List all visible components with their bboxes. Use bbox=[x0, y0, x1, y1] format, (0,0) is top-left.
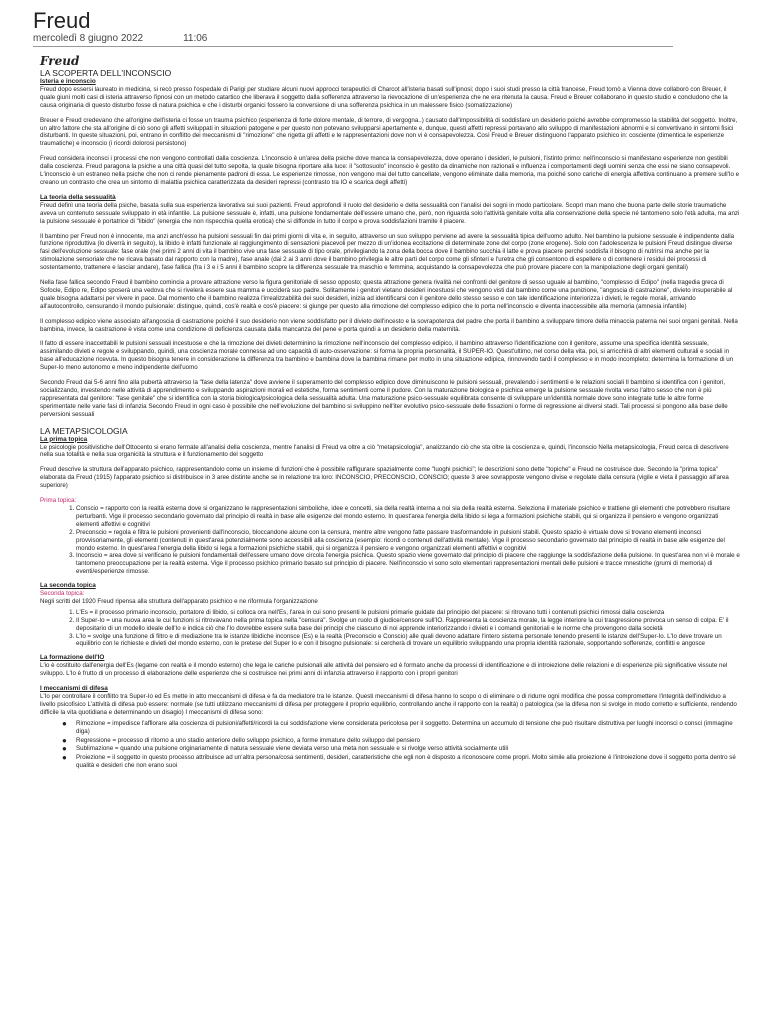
list-item: 1. L'Es = il processo primario inconscio, portatore di libido, si colloca ora nell'Es, l'area in cui sono presenti le pulsioni primarie guidate dal principio del piacere: si ritrovano tutti i contenuti psichici rimossi dalla coscienza bbox=[76, 609, 740, 617]
subsection-meccanismi-difesa: I meccanismi di difesa bbox=[40, 685, 108, 693]
list-item bbox=[62, 737, 740, 745]
paragraph-8: Il fatto di essere inaccettabili le pulsioni sessuali incestuose e che la rimozione dei divieti determinino la rimozione nell'inconscio del complesso edipico, il bambino attraverso l'identificazione con il genitore, assume una specifica identità sessuale, assimilando divieti e regole e sviluppando, quindi, una coscienza morale connessa ad uno capacità di auto-osservazione: si forma la propria personalità, il SUPER-IO. Quest'ultimo, nel corso della vita, poi, si arricchirà di altri elementi culturali e sociali in base all'educazione ricevuta. In questo bisogna tenere in considerazione la differenza tra bambino e bambina dove la bambina rimane per molto in una situazione edipica, rinnovendo tardi il complesso e in modo incompleto: determina la formazione di un Super-Io meno autonomo e meno indipendente dell'uomo bbox=[40, 340, 734, 372]
paragraph-1: Freud dopo essersi laureato in medicina, si recò presso l'ospedale di Parigi per studiare alcuni nuovi approcci terapeutici di Charcot all'isteria basati sull'ipnosi; dopo i suoi studi presso la città francese, Freud tornò a Vienna dove collaborò con Breuer, il quale giunì molti casi di isteria attraverso l'ipnosi con un metodo catartico che liberava il soggetto dalla sofferenza attraverso la rievocazione di un'esperienza che ne era ritenuta la causa. Freud e Breuer collaborano in questo studio e concludono che la causa originaria di questo disturbo fosse di natura psichica e che i disturbi organici fossero la conversione di una sofferenza psichica in un malessere fisico (somatizzazione) bbox=[40, 85, 728, 109]
subsection-isteria: Isteria e inconscio bbox=[40, 78, 96, 85]
list-item-text: Proiezione = il soggetto in questo processo attribuisce ad un'altra persona/cosa sentimenti, desideri, caratteristiche che egli non è disposto a riconoscere come propri. Molto simile alla proiezione è l'introiezione dove il soggetto porta dentro sé qualità e desideri che non erano suoi bbox=[76, 754, 736, 770]
label-seconda-topica: Seconda topica: bbox=[40, 590, 85, 598]
paragraph-13: L'io è costituito dall'energia dell'Es (legame con realtà e il mondo esterno) che lega le cariche pulsionali alle attività del pensiero ed è formato anche da processi di identificazione e di introiezione delle relazioni e di esperienze più significative vissute nel sviluppo. L'Io è frutto di un processo di elaborazione delle esperienze che si costruisce nei primi anni di infanzia attraverso il rapporto con i propri genitori bbox=[40, 662, 728, 678]
paragraph-11: Freud descrive la struttura dell'apparato psichico, rappresentandolo come un insieme di funzioni che è possibile raffigurare spazialmente come "luoghi psichici"; le descrizioni sono dette "topiche" e Freud ne costruisce due. Secondo la "prima topica" elaborata da Freud (1915) l'apparato psichico si distribuisce in 3 aree distinte anche se in relazione tra loro: INCONSCIO, PRECONSCIO, CONSCIO; queste 3 aree sovrapposte vengono divise e regolate dalla censura (vigile e vieta il passaggio all'area superiore) bbox=[40, 466, 729, 490]
title-divider bbox=[33, 46, 673, 47]
bullet-icon: ● bbox=[62, 735, 67, 745]
list-item: 1. Conscio = rapporto con la realtà esterna dove si organizzano le rappresentazioni simboliche, idee e concetti, sia della realtà interna a noi sia della realtà esterna. Seleziona il materiale psichico e trattiene gli elementi che potrebbero risultare perturbanti. Vige il processo secondario governato dal principio di realtà in base alle esigenze del mondo esterno. In quest'area l'energia della libido si lega a formazioni psichiche stabili, qui si organizza il pensiero e vengono organizzati elementi affettivi e cognitivi bbox=[76, 505, 740, 529]
paragraph-3: Freud considera inconsci i processi che non vengono controllati dalla coscienza. L'inconscio è un'area della psiche dove manca la consapevolezza, dove operano i desideri, le pulsioni, l'istinto primo: nell'inconscio si manifestano esperienze non gestibili dalla coscienza. Freud paragona la psiche a una città quasi del tutto sepolta, la quale bisogna riportare alla luce: il "sottosuolo" inconscio è gestito da dinamiche non razionali e influenza i comportamenti degli uomini senza che essi ne siano consapevoli. L'inconscio è un estraneo nella psiche che non ci rende pienamente padroni di essa. Le esperienze rimosse, non vengono mai del tutto cancellate, vengono eliminate dalla memoria, ma poiché sono cariche di energia affettiva continuano a premere sull'Io e creano un contrasto che crea un sintomo di malattia psichica caratterizzata da desideri repressi (contrasto tra IO e scarica degli affetti) bbox=[40, 155, 740, 186]
paragraph-7: Il complesso edipico viene associato all'angoscia di castrazione poiché il suo desiderio non viene soddisfatto per il divieto dell'incesto e la sovrapotenza del padre che porta il bambino a sviluppare timore della minaccia paterna nei suoi organi genitali. Nella bambina, invece, la castrazione è vista come una condizione di deficienza causata dalla mancanza del pene e porta quindi a un desiderio della maternità. bbox=[40, 317, 738, 333]
subsection-formazione-io: La formazione dell'IO bbox=[40, 654, 105, 662]
list-item: 2. Preconscio = regola e filtra le pulsioni provenienti dall'inconscio, bloccandone alcune con la censura, mentre altre vengono fatte passare trasformandole in pulsioni stabili. Questo spazio è virtuale dove si trovano elementi inconsci provvisoriamente, gli elementi (contenuti in quest'area potenzialmente sono accessibili alla coscienza (esempio: ricordi o contenuti dell'attività mentale). Vige il processo secondario governato dal principio di realtà in base alle esigenze del mondo esterno. In quest'area l'energia della libido si lega a formazioni psichiche stabili, qui si organizza il pensiero e vengono organizzati elementi affettivi e cognitivi bbox=[76, 529, 740, 553]
paragraph-10: Le psicologie positivistiche dell'Ottocento si erano fermate all'analisi della coscienza, mentre l'analisi di Freud va oltre a ciò "metapsicologia", analizzando ciò che sta oltre la coscienza e, quindi, l'inconscio Nella metapsicologia, Freud cerca di descrivere nella sua totalità e nella sua organicità la struttura e il funzionamento del soggetto bbox=[40, 443, 729, 459]
list-item-text: Sublimazione = quando una pulsione originariamente di natura sessuale viene deviata verso una meta non sessuale e si rivolge verso attività socialmente utili bbox=[76, 745, 509, 753]
note-heading: Freud bbox=[40, 54, 80, 68]
paragraph-2: Breuer e Freud credevano che all'origine dell'isteria ci fosse un trauma psichico (esperienza di forte dolore mentale, di terrore, di vergogna..) causato dall'impossibilità di soddisfare un desiderio poiché avrebbe compromesso la stabilità del soggetto. Inoltre, un altro fattore che sta all'origine di ciò sono gli affetti sviluppati in situazioni patogene e per questo non potevano svilupparsi apertamente e, dunque, questi affetti repressi portavano allo sviluppo di manifestazioni abnormi e si convertivano in sintomi fisici disturbanti. In queste situazioni, poi, entrano in conflitto dei meccanismi di "rimozione" che rigetta gli affetti e le rappresentazioni dove non vi è consapevolezza. Così Freud e Breuer distinguono l'apparato psichico in: cosciente (dimentica le esperienze traumatiche) e inconscio (i ricordi dolorosi persistono) bbox=[40, 116, 738, 148]
bullet-icon: ● bbox=[62, 753, 67, 763]
note-content[interactable] bbox=[40, 50, 740, 776]
prima-topica-list bbox=[40, 505, 740, 576]
page-date: mercoledì 8 giugno 2022 bbox=[33, 33, 144, 44]
section-title-metapsicologia: LA METAPSICOLOGIA bbox=[40, 425, 128, 436]
list-item: 3. L'Io = svolge una funzione di filtro e di mediazione tra le istanze libidiche inconsce (Es) e la realtà (Preconscio e Conscio) alle quali devono adattare l'intero sistema personale tenendo presenti le istanze dell'Super-Io. L'Io deve trovare un equilibrio con le richieste e divieti del mondo esterno, con le pretese del Super Io e con il bisogno pulsionale: si cercherà di trovare un equilibrio sviluppando una propria identità razionale, sopportando sofferenze, conflitti e angosce bbox=[76, 633, 740, 649]
list-title-prima-topica: Prima topica: bbox=[40, 497, 77, 505]
meccanismi-list bbox=[40, 720, 740, 770]
list-item bbox=[62, 720, 740, 736]
list-item: 3. Inconscio = area dove si verificano le pulsioni fondamentali dell'essere umano dove circola l'energia psichica. Questo spazio viene governato dal principio di piacere che raggiunge la soddisfazione della pulsione. In quest'area non vi è morale e tantomeno preoccupazione per la realtà esterna. Vige il processo psichico primario basato sul principio di piacere. Nell'inconscio vi sono solo elementari rappresentazioni mentali delle pulsioni e tracce mnestiche (grumi di memoria) di eventi/esperienze rimosse. bbox=[76, 552, 740, 576]
subsection-seconda-topica: La seconda topica bbox=[40, 582, 96, 590]
page-title: Freud bbox=[33, 8, 91, 33]
list-item bbox=[62, 745, 740, 753]
paragraph-14: L'Io per controllare il conflitto tra Super-Io ed Es mette in atto meccanismi di difesa e fa da mediatore tra le istanze. Questi meccanismi di difesa hanno lo scopo o di eliminare o di ridurre ogni modifica che possa compromettere l'integrità dell'individuo a livello psicofisico L'attività di difesa può essere: normale (se tutti utilizzano meccanismi di difesa per proteggere il proprio equilibrio, controllando anche il rapporto con la realtà) o patologica (se la difesa non si svolge in modo corretto e sufficiente, rendendo difficile la vita quotidiana e determinando un disagio) I meccanismi di difesa sono: bbox=[40, 693, 737, 716]
section-title-inconscio: LA SCOPERTA DELL'INCONSCIO bbox=[40, 68, 172, 78]
list-item bbox=[62, 754, 740, 770]
list-item: 2. Il Super-Io = una nuova area le cui funzioni si ritrovavano nella prima topica nella "censura". Svolge un ruolo di giudice/censore sull'IO. Rappresenta la coscienza morale, la legge interiore la cui trasgressione provoca un senso di colpa. E' il depositario di un modello ideale dell'Io e indica ciò che l'Io dovrebbe essere sulla base dei principi che ciascuno di noi apprende interiorizzando i divieti e i comandi genitoriali e le norme che provengono dalla società bbox=[76, 617, 740, 633]
paragraph-4: Freud definì una teoria della psiche, basata sulla sua esperienza lavorativa sui suoi pazienti. Freud approfondì il ruolo del desiderio e della sessualità con l'analisi dei sogni in modo particolare. Scoprì man mano che buona parte delle storie traumatiche aveva un contenuto sessuale sviluppato in età infantile. La pulsione sessuale è, infatti, una pulsione fondamentale dell'essere umano che, però, non riguarda solo l'attività genitale volta alla conservazione della specie né tantomeno solo l'età adulta, ma anzi la pulsione sessuale è portatrice di "libido" (energia che non rispecchia quella erotica) che si diffonde in tutto il corpo e prova soddisfazioni tramite il piacere. bbox=[40, 201, 740, 225]
bullet-icon: ● bbox=[62, 718, 67, 728]
paragraph-12: Negli scritti del 1920 Freud ripensa alla struttura dell'apparato psichico e ne riformula l'organizzazione bbox=[40, 597, 318, 605]
seconda-topica-list bbox=[40, 609, 740, 649]
paragraph-6: Nella fase fallica secondo Freud il bambino comincia a provare attrazione verso la figura genitoriale di sesso opposto; questa attrazione genera rivalità nei confronti del genitore di sesso uguale al bambino, "complesso di Edipo" (nella tragedia greca di Sofocle, Edipo re, Edipo sposerà una vedova che si rivelerà essere sua mamma e ucciderà suo padre. Solitamente i genitori vietano desideri incestuosi che vengono visti dal bambino come una punizione, "angoscia di castrazione", divieto insuperabile al quale bisogna adattarsi per vivere in pace. Dal momento che il bambino realizza l'irrealizzabilità dei suoi desideri, inizia ad identificarsi con il genitore dello stesso sesso e con tale identificazione interiorizza i divieti, le regole morali, arrivando all'autocontrollo, censurando il mondo pulsionale: distingue, quindi, cos'è realtà e cos'è piacere: si giunge per questo alla rimozione del complesso edipico che lo porta nell'inconscio e diventa inaccessibile alla memoria (amnesia infantile) bbox=[40, 279, 733, 310]
subsection-prima-topica: La prima topica bbox=[40, 435, 88, 443]
paragraph-5: Il bambino per Freud non è innocente, ma anzi anch'esso ha pulsioni sessuali fin dai primi giorni di vita e, in seguito, attraverso un suo sviluppo perviene ad avere la sessualità tipica dell'uomo adulto. Nel bambino la pulsione sessuale è indipendente dalla funzione riproduttiva (lo diverrà in seguito), la libido è infatti funzionale al raggiungimento di sensazioni piacevoli per mezzo di un'idonea eccitazione di determinate zone del corpo (zone erogene). Solo con l'adolescenza le pulsioni Freud distingue diverse fasi dell'evoluzione sessuale: fase orale (nei primi 2 anni di vita il bambino vive una fase sessuale di tipo orale, privilegiando la zona della bocca dove il bambino succhia il latte e prova piacere perché soddisfa il bisogno di nutrirsi ma anche per la stimolazione sensoriale che ne ricava basato dal rapporto con la madre), fase anale (dai 2 ai 3 anni dove il bambino privilegia le altre parti del corpo come gli sfinteri e l'uretra che gli consentono di espellere o di contenere i residui dei processi di sostentamento, trattenere e lasciar andare), fase fallica (fra i 3 e i 5 anni il bambino scopre la differenza sessuale tra maschio e femmina, acquistando la consapevolezza che può provare piacere con la manipolazione degli organi genitali) bbox=[40, 232, 735, 272]
paragraph-9: Secondo Freud dai 5-6 anni fino alla pubertà attraverso la "fase della latenza" dove avviene il superamento del complesso edipico dove diminuiscono le pulsioni sessuali, prevalendo i sentimenti e le relazioni sociali Il bambino si identifica con i genitori, socializzando, investendo nelle attività di apprendimento e sviluppando aspirazioni morali ed estetiche, forma sentimenti come il pudore. Con la maturazione biologica e psichica emerge la pulsione sessuale rivolta verso l'altro sesso che non è più rappresentata dal genitore: "fase genitale" che si identifica con la storia biologica/psicologica della sessualità adulta. Una maturazione psico-sessuale equilibrata consente di sviluppare un'identità normale dove sono integrate tutte le altre forme sperimentate nelle varie fasi di infanzia Secondo Freud in ogni caso è possibile che nell'evoluzione del bambino si sviluppino nell'iter evolutivo psico-sessuale delle fissazioni o forme di regressione ai diversi stadi. Tali processi si pongono alla base delle perversioni sessuali bbox=[40, 379, 728, 418]
page-time: 11:06 bbox=[183, 33, 208, 44]
subsection-sessualita: La teoria della sessualità bbox=[40, 193, 116, 201]
list-item-text: Rimozione = impedisce l'affiorare alla coscienza di pulsioni/affetti/ricordi la cui soddisfazione viene considerata pericolosa per il soggetto. Determina un accumulo di tensione che può risultare distruttiva per luoghi inconsci o consci (immagine diga) bbox=[76, 719, 733, 735]
list-item-text: Regressione = processo di ritorno a uno stadio anteriore dello sviluppo psichico, a forme immature dello sviluppo del pensiero bbox=[76, 736, 421, 744]
bullet-icon: ● bbox=[62, 744, 67, 754]
page-meta bbox=[33, 33, 207, 44]
